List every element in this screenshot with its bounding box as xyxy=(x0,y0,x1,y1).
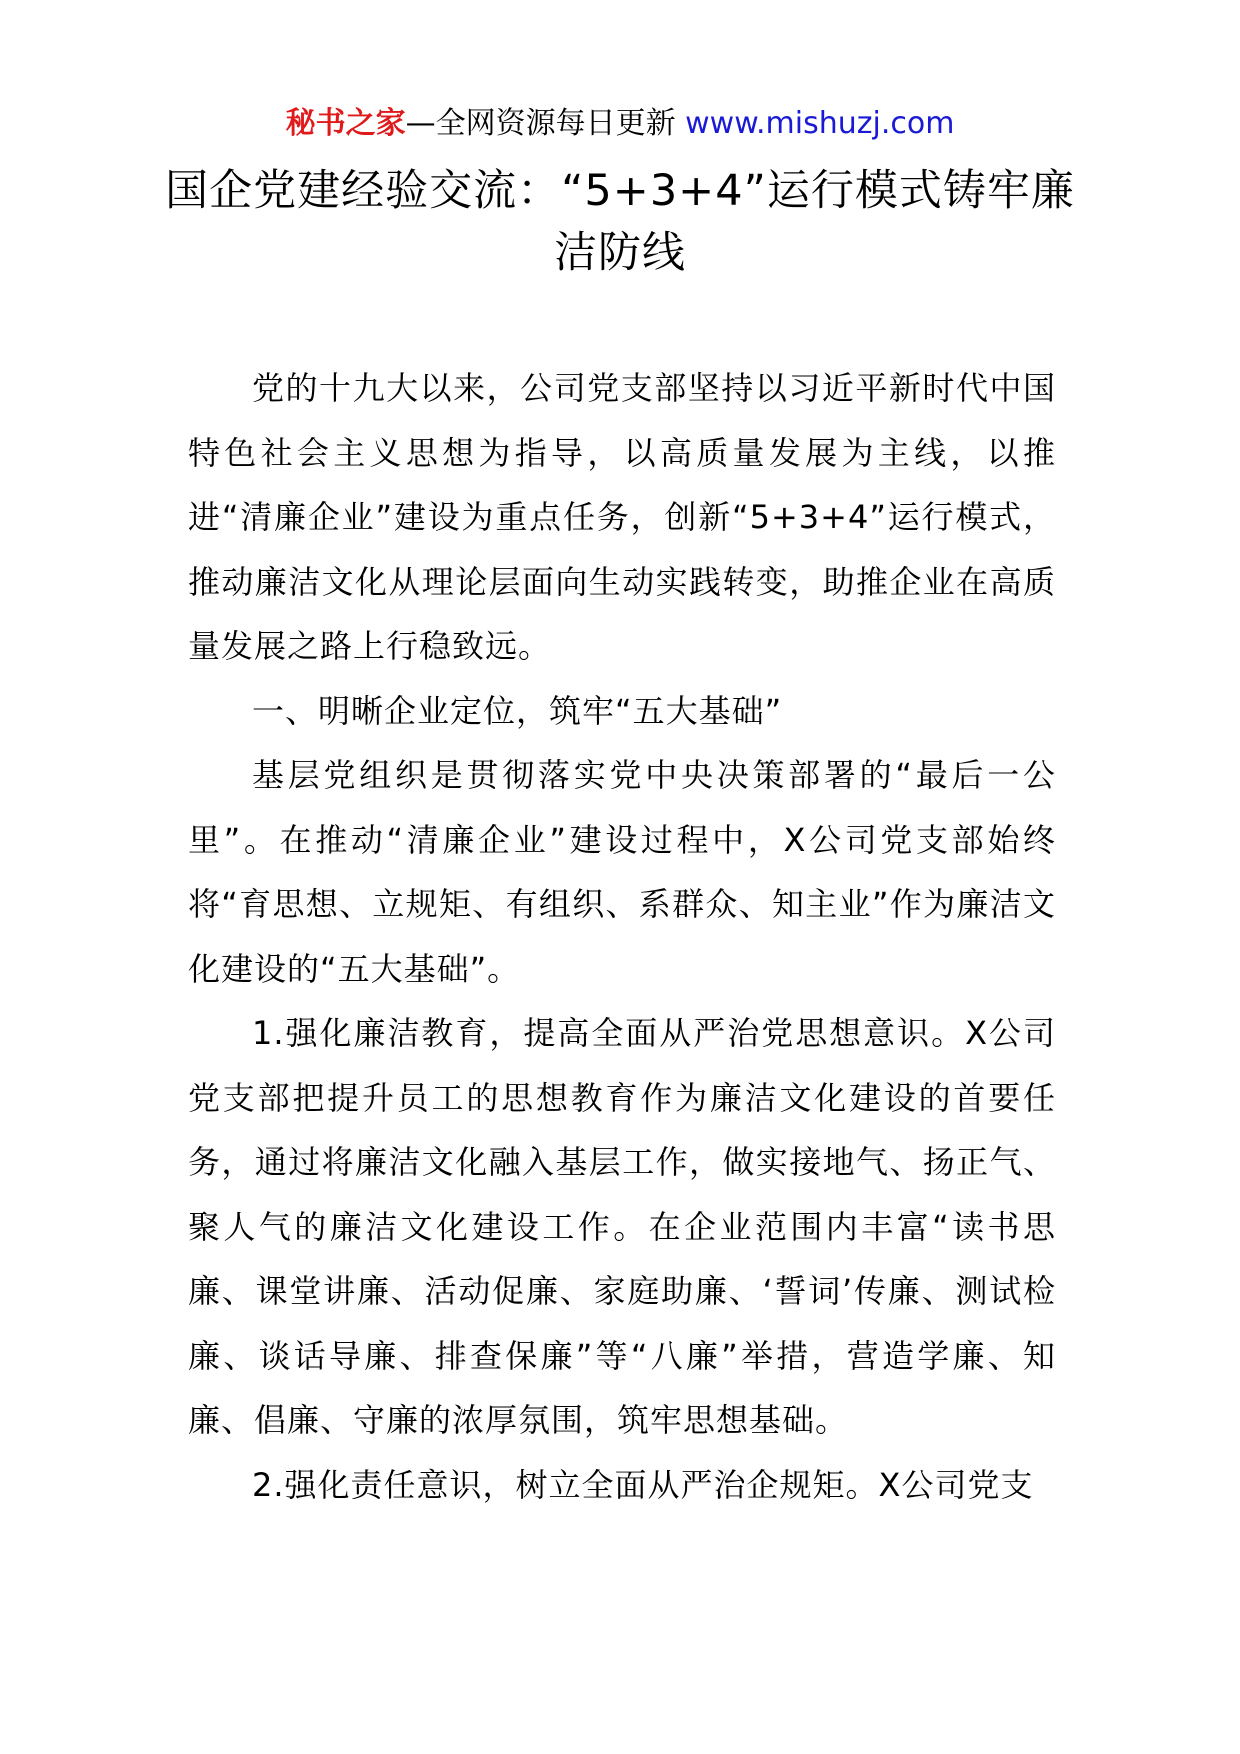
body-paragraph: 1.强化廉洁教育，提高全面从严治党思想意识。X公司党支部把提升员工的思想教育作为廉洁文化建设的首要任务，通过将廉洁文化融入基层工作，做实接地气、扬正气、聚人气的廉洁文化建设工作。在企业范围内丰富“读书思廉、课堂讲廉、活动促廉、家庭助廉、‘誓词’传廉、测试检廉、谈话导廉、排查保廉”等“八廉”举措，营造学廉、知廉、倡廉、守廉的浓厚氛围，筑牢思想基础。 xyxy=(188,1014,1056,1439)
intro-paragraph: 党的十九大以来，公司党支部坚持以习近平新时代中国特色社会主义思想为指导，以高质量发展为主线，以推进“清廉企业”建设为重点任务，创新“5+3+4”运行模式，推动廉洁文化从理论层面向生动实践转变，助推企业在高质量发展之路上行稳致远。 xyxy=(188,369,1056,665)
section-heading: 一、明晰企业定位，筑牢“五大基础” xyxy=(252,691,783,730)
brand-name: 秘书之家 xyxy=(285,106,406,141)
source-header xyxy=(0,102,1240,146)
document-body xyxy=(188,356,1056,1517)
document-title: 国企党建经验交流：“5+3+4”运行模式铸牢廉洁防线 xyxy=(165,166,1075,278)
header-tagline: —全网资源每日更新 xyxy=(405,106,676,141)
body-paragraph: 基层党组织是贯彻落实党中央决策部署的“最后一公里”。在推动“清廉企业”建设过程中，X公司党支部始终将“育思想、立规矩、有组织、系群众、知主业”作为廉洁文化建设的“五大基础”。 xyxy=(188,756,1056,988)
body-paragraph: 2.强化责任意识，树立全面从严治企规矩。X公司党支 xyxy=(252,1465,1034,1504)
website-link[interactable]: www.mishuzj.com xyxy=(685,106,955,141)
